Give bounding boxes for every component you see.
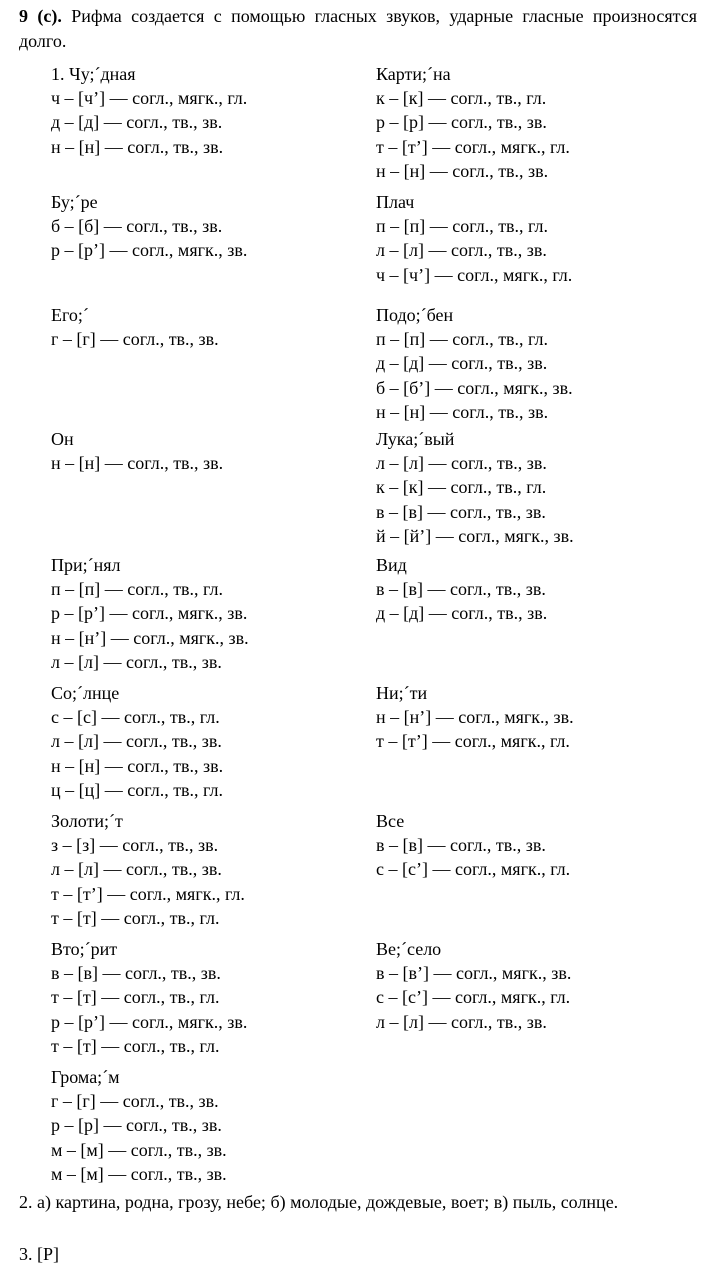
word-block: [376, 62, 574, 190]
intro-text: Рифма создается с помощью гласных звуков, ударные гласные произносятся долго.: [19, 6, 698, 51]
word-block: [51, 937, 249, 1065]
sound-line: б – [б] — согл., тв., зв.: [51, 216, 223, 237]
sound-line: г – [г] — согл., тв., зв.: [51, 1091, 219, 1112]
sound-line: н – [н] — согл., тв., зв.: [51, 136, 224, 157]
sound-line: д – [д] — согл., тв., зв.: [51, 112, 223, 133]
sound-line: л – [л] — согл., тв., зв.: [376, 1011, 547, 1032]
left-column: [51, 62, 249, 1189]
sound-line: н – [н’] — согл., мягк., зв.: [51, 627, 249, 648]
sound-line: ч – [ч’] — согл., мягк., гл.: [51, 88, 248, 109]
word-heading: Со;´лнце: [51, 683, 120, 703]
word-heading: Бу;´ре: [51, 192, 98, 212]
sound-line: л – [л] — согл., тв., зв.: [51, 859, 222, 880]
word-block: [51, 62, 249, 190]
sound-line: в – [в] — согл., тв., зв.: [51, 963, 221, 984]
sound-line: р – [р’] — согл., мягк., зв.: [51, 240, 248, 261]
word-heading: Вид: [376, 555, 407, 575]
word-heading: Ни;´ти: [376, 683, 428, 703]
answer-2: 2. а) картина, родна, грозу, небе; б) молодые, дождевые, воет; в) пыль, солнце.: [19, 1192, 619, 1212]
sound-line: л – [л] — согл., тв., зв.: [51, 651, 222, 672]
word-heading: Он: [51, 429, 74, 449]
sound-line: н – [н] — согл., тв., зв.: [376, 160, 549, 181]
sound-line: н – [н] — согл., тв., зв.: [51, 755, 224, 776]
sound-line: г – [г] — согл., тв., зв.: [51, 329, 219, 350]
sound-line: т – [т] — согл., тв., гл.: [51, 907, 220, 928]
sound-line: к – [к] — согл., тв., гл.: [376, 88, 547, 109]
word-heading: Карти;´на: [376, 64, 451, 84]
sound-line: с – [с’] — согл., мягк., гл.: [376, 859, 571, 880]
word-block: [376, 681, 574, 809]
sound-line: н – [н] — согл., тв., зв.: [51, 453, 224, 474]
word-heading: Все: [376, 811, 405, 831]
sound-line: н – [н] — согл., тв., зв.: [376, 401, 549, 422]
word-block: [51, 190, 249, 303]
word-block: [51, 681, 249, 809]
word-block: [376, 303, 574, 427]
task-number: 9 (с).: [19, 6, 62, 26]
sound-line: м – [м] — согл., тв., зв.: [51, 1163, 227, 1184]
sound-line: с – [с] — согл., тв., гл.: [51, 707, 220, 728]
right-column: [376, 62, 574, 1065]
sound-line: т – [т] — согл., тв., гл.: [51, 1035, 220, 1056]
word-heading: Золоти;´т: [51, 811, 123, 831]
sound-line: л – [л] — согл., тв., зв.: [376, 453, 547, 474]
sound-line: н – [н’] — согл., мягк., зв.: [376, 707, 574, 728]
sound-line: р – [р’] — согл., мягк., зв.: [51, 1011, 248, 1032]
word-block: [376, 553, 574, 681]
sound-line: т – [т] — согл., тв., гл.: [51, 987, 220, 1008]
sound-line: в – [в] — согл., тв., зв.: [376, 501, 546, 522]
sound-line: т – [т’] — согл., мягк., гл.: [376, 136, 570, 157]
sound-line: ц – [ц] — согл., тв., гл.: [51, 779, 224, 800]
word-heading: При;´нял: [51, 555, 121, 575]
sound-line: к – [к] — согл., тв., гл.: [376, 477, 547, 498]
word-heading: 1. Чу;´дная: [51, 64, 136, 84]
word-block: [376, 809, 574, 937]
word-block: [51, 303, 249, 427]
word-heading: Подо;´бен: [376, 305, 454, 325]
word-heading: Грома;´м: [51, 1067, 120, 1087]
sound-line: р – [р] — согл., тв., зв.: [376, 112, 547, 133]
sound-line: б – [б’] — согл., мягк., зв.: [376, 377, 573, 398]
sound-line: з – [з] — согл., тв., зв.: [51, 835, 219, 856]
word-block: [51, 1065, 249, 1189]
word-block: [51, 809, 249, 937]
word-heading: Вто;´рит: [51, 939, 118, 959]
word-heading: Лука;´вый: [376, 429, 455, 449]
sound-line: л – [л] — согл., тв., зв.: [376, 240, 547, 261]
sound-line: в – [в] — согл., тв., зв.: [376, 579, 546, 600]
word-block: [376, 190, 574, 303]
word-block: [376, 937, 574, 1065]
sound-line: с – [с’] — согл., мягк., гл.: [376, 987, 571, 1008]
sound-line: п – [п] — согл., тв., гл.: [376, 216, 549, 237]
word-heading: Его;´: [51, 305, 89, 325]
sound-line: в – [в] — согл., тв., зв.: [376, 835, 546, 856]
sound-line: й – [й’] — согл., мягк., зв.: [376, 525, 574, 546]
answer-3: 3. [Р]: [19, 1244, 59, 1264]
sound-line: д – [д] — согл., тв., зв.: [376, 353, 548, 374]
sound-line: м – [м] — согл., тв., зв.: [51, 1139, 227, 1160]
word-heading: Ве;´село: [376, 939, 442, 959]
sound-line: л – [л] — согл., тв., зв.: [51, 731, 222, 752]
intro-paragraph: [19, 4, 697, 54]
sound-line: в – [в’] — согл., мягк., зв.: [376, 963, 572, 984]
sound-line: т – [т’] — согл., мягк., гл.: [376, 731, 570, 752]
sound-line: р – [р’] — согл., мягк., зв.: [51, 603, 248, 624]
word-block: [51, 553, 249, 681]
sound-line: д – [д] — согл., тв., зв.: [376, 603, 548, 624]
sound-line: ч – [ч’] — согл., мягк., гл.: [376, 264, 573, 285]
word-block: [376, 427, 574, 553]
sound-line: п – [п] — согл., тв., гл.: [51, 579, 224, 600]
word-heading: Плач: [376, 192, 415, 212]
sound-line: п – [п] — согл., тв., гл.: [376, 329, 549, 350]
word-block: [51, 427, 249, 553]
sound-line: т – [т’] — согл., мягк., гл.: [51, 883, 245, 904]
sound-line: р – [р] — согл., тв., зв.: [51, 1115, 222, 1136]
